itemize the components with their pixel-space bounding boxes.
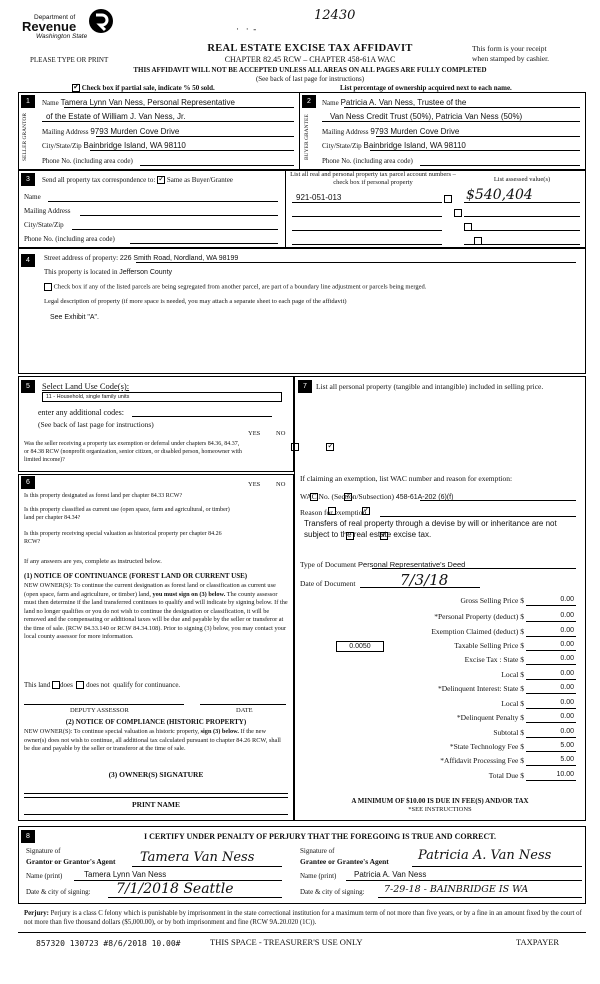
- street-address[interactable]: 226 Smith Road, Nordland, WA 98199: [119, 255, 239, 262]
- tax-row-label: Subtotal $: [493, 728, 524, 737]
- tax-row-value[interactable]: 0.00: [560, 641, 574, 648]
- buyer-mail[interactable]: 9793 Murden Cove Drive: [370, 127, 460, 136]
- seller-mail[interactable]: 9793 Murden Cove Drive: [90, 127, 180, 136]
- section-4: [18, 248, 586, 374]
- tax-row-label: Exemption Claimed (deduct) $: [431, 627, 524, 636]
- tax-row-label: Local $: [501, 699, 524, 708]
- tax-row-value[interactable]: 0.00: [560, 612, 574, 619]
- dots: · · -: [236, 24, 257, 34]
- personal-property-checkbox[interactable]: [444, 195, 452, 203]
- tax-row-value[interactable]: 0.00: [560, 627, 574, 634]
- tax-row-value[interactable]: 0.00: [560, 713, 574, 720]
- tax-row-label: Total Due $: [488, 771, 524, 780]
- stamp-number: 12430: [314, 8, 356, 23]
- same-as-buyer-checkbox[interactable]: [157, 176, 165, 184]
- perjury-notice: Perjury: Perjury is a class C felony which is punishable by imprisonment in the state correctional institution for a maximum term of not more than five years, or by a fine in an amount fixed by the court of not more than five thousand dollars ($5,000.00), or by both imprisonment and fine (RCW 9A.20.020 (1C)).: [24, 910, 582, 926]
- wac-number[interactable]: 458-61A-202 (6)(f): [395, 494, 454, 501]
- partial-sale: ✓ Check box if partial sale, indicate % 50 sold.: [72, 84, 215, 92]
- grantor-signature[interactable]: Tamera Van Ness: [140, 850, 255, 865]
- please-type: PLEASE TYPE OR PRINT: [30, 56, 109, 64]
- dor-logo-icon: [88, 8, 114, 34]
- land-use-code[interactable]: 11 - Household, single family units: [42, 392, 282, 402]
- legal-description[interactable]: See Exhibit "A".: [50, 314, 99, 321]
- seller-name[interactable]: Tamera Lynn Van Ness, Personal Representative: [60, 98, 235, 107]
- warning: THIS AFFIDAVIT WILL NOT BE ACCEPTED UNLESS ALL AREAS ON ALL PAGES ARE FULLY COMPLETED: [133, 66, 487, 74]
- tax-row-value[interactable]: 10.00: [556, 771, 574, 778]
- receipt-number: 857320 130723 #8/6/2018 10.00#: [36, 939, 181, 948]
- grantor-print-name[interactable]: Tamera Lynn Van Ness: [84, 870, 167, 879]
- receipt-note: This form is your receipt: [472, 44, 547, 53]
- grantee-print-name[interactable]: Patricia A. Van Ness: [354, 870, 427, 879]
- tax-row-label: Local $: [501, 670, 524, 679]
- certify: I CERTIFY UNDER PENALTY OF PERJURY THAT THE FOREGOING IS TRUE AND CORRECT.: [143, 832, 496, 841]
- seller-city[interactable]: Bainbridge Island, WA 98110: [83, 141, 186, 150]
- tax-row-label: Gross Selling Price $: [460, 596, 524, 605]
- tax-row-label: *Delinquent Penalty $: [456, 713, 524, 722]
- tax-row-value[interactable]: 5.00: [560, 756, 574, 763]
- parcel-number[interactable]: 921-051-013: [296, 193, 342, 202]
- tax-row-label: *Personal Property (deduct) $: [434, 612, 524, 621]
- grantee-date[interactable]: 7-29-18 - BAINBRIDGE IS WA: [384, 884, 529, 895]
- tax-row-label: *Affidavit Processing Fee $: [440, 756, 524, 765]
- tax-row-label: Taxable Selling Price $: [454, 641, 524, 650]
- county[interactable]: Jefferson County: [119, 269, 173, 276]
- segregated-checkbox[interactable]: [44, 283, 52, 291]
- buyer-name[interactable]: Patricia A. Van Ness, Trustee of the: [340, 98, 467, 107]
- tax-row-label: Excise Tax : State $: [464, 655, 524, 664]
- tax-row-value[interactable]: 0.00: [560, 670, 574, 677]
- buyer-city[interactable]: Bainbridge Island, WA 98110: [363, 141, 466, 150]
- grantor-date[interactable]: 7/1/2018 Seattle: [116, 881, 234, 897]
- tax-row-value[interactable]: 0.00: [560, 684, 574, 691]
- local-rate[interactable]: 0.0050: [336, 641, 384, 652]
- document-date[interactable]: 7/3/18: [400, 571, 449, 589]
- assessed-value[interactable]: $540,404: [466, 187, 533, 203]
- tax-row-label: *State Technology Fee $: [449, 742, 524, 751]
- dor-logo: Department of Revenue Washington State: [22, 14, 114, 40]
- form-title: REAL ESTATE EXCISE TAX AFFIDAVIT: [207, 43, 413, 54]
- section-6: [18, 474, 294, 821]
- tax-row-value[interactable]: 0.00: [560, 655, 574, 662]
- tax-row-value[interactable]: 0.00: [560, 728, 574, 735]
- document-type[interactable]: Personal Representative's Deed: [358, 560, 466, 569]
- grantee-signature[interactable]: Patricia A. Van Ness: [418, 848, 552, 863]
- tax-row-label: *Delinquent Interest: State $: [437, 684, 524, 693]
- buyer-name-2[interactable]: Van Ness Credit Trust (50%), Patricia Van Ness (50%): [330, 112, 523, 121]
- tax-row-value[interactable]: 0.00: [560, 699, 574, 706]
- seller-name-2[interactable]: of the Estate of William J. Van Ness, Jr.: [46, 112, 186, 121]
- chapter: CHAPTER 82.45 RCW – CHAPTER 458-61A WAC: [224, 55, 396, 64]
- exemption-reason[interactable]: Transfers of real property through a devise by will or inheritance are not subject to the real estate excise tax.: [304, 519, 557, 539]
- tax-row-value[interactable]: 5.00: [560, 742, 574, 749]
- tax-row-value[interactable]: 0.00: [560, 596, 574, 603]
